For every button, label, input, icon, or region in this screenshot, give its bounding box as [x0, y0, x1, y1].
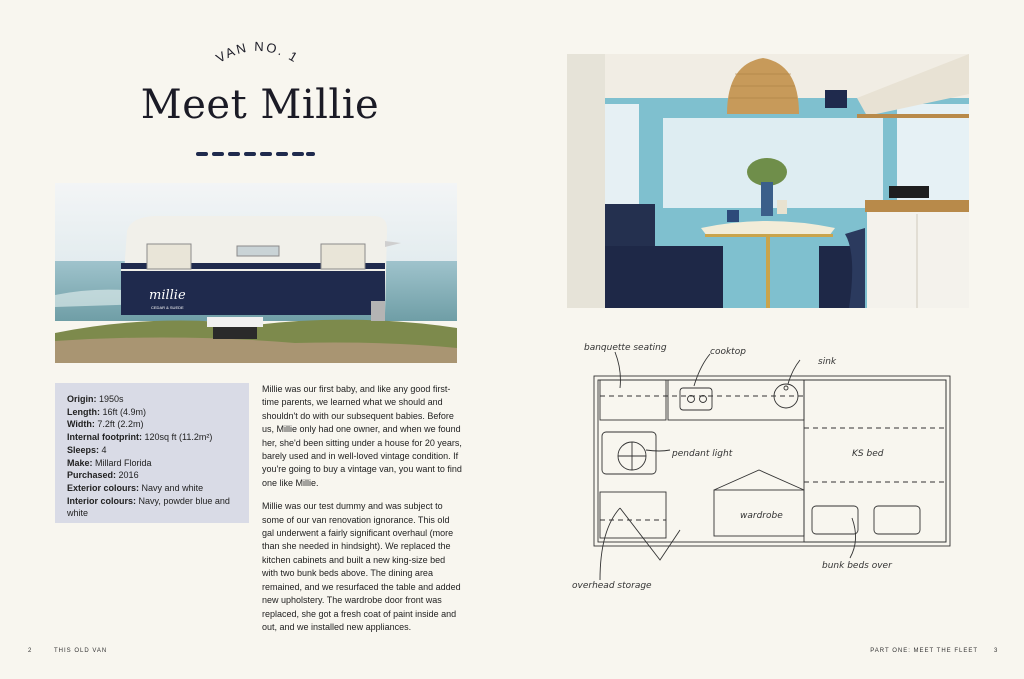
svg-text:VAN NO. 1 — [213, 39, 301, 66]
spec-row: Sleeps: 4 — [67, 444, 107, 455]
floor-plan-sketch — [560, 330, 980, 600]
page-title: Meet Millie — [140, 82, 380, 128]
right-page-number: 3 — [994, 648, 999, 654]
spec-box — [55, 383, 249, 523]
body-text — [262, 383, 462, 644]
kicker-text: VAN NO. 1 — [213, 38, 302, 66]
spec-row: Origin: 1950s — [67, 394, 124, 404]
plan-banquette-top — [600, 380, 666, 420]
plan-banquette-bottom — [600, 492, 666, 538]
spec-row: Interior colours: Navy, powder blue and white — [67, 495, 230, 519]
right-running-title: PART ONE: MEET THE FLEET — [870, 648, 978, 654]
label-bunk: bunk beds over — [822, 561, 892, 571]
decorative-dashes — [196, 150, 316, 158]
left-running-title: THIS OLD VAN — [54, 648, 108, 654]
spec-row: Purchased: 2016 — [67, 470, 139, 481]
spec-row: Length: 16ft (4.9m) — [67, 406, 147, 417]
plan-cooktop — [680, 388, 712, 410]
plan-bed — [804, 380, 946, 542]
millie-exterior-photo — [55, 183, 457, 363]
body-paragraph-2: Millie was our test dummy and was subject to some of our van renovation ignorance. This old gal underwent a fairly significant overhaul (more than she needed in hindsight). We replaced the kitchen cabinets and built a new king-size bed with two bunk beds above. The dining area remained, and we resurfaced the table and added new upholstery. The wardrobe door front was replaced, she got a fresh coat of paint inside and out, and we installed new appliances. — [262, 501, 461, 632]
label-banquette: banquette seating — [584, 343, 667, 353]
spec-row: Make: Millard Florida — [67, 457, 152, 468]
plan-table — [602, 432, 656, 474]
body-paragraph-1: Millie was our first baby, and like any good first-time parents, we learned what we should and shouldn't do with our subsequent babies. Before us, Millie only had one owner, and when we found her, she'd been sitting under a house for 20 years, barely used and in well-loved vintage condition. If you're going to buy a vintage van, you want to find one like Millie. — [262, 384, 462, 488]
spec-row: Width: 7.2ft (2.2m) — [67, 419, 144, 430]
spec-row: Internal footprint: 120sq ft (11.2m²) — [67, 432, 213, 443]
left-page-number: 2 — [28, 648, 33, 654]
plan-kitchen — [668, 380, 804, 420]
van-logo-sub: CEDAR & SUEDE — [151, 305, 184, 310]
label-pendant: pendant light — [672, 449, 733, 459]
van-logo: millie — [149, 288, 186, 303]
plan-bunk-left — [812, 506, 858, 534]
label-sink: sink — [818, 357, 837, 367]
plan-bunk-right — [874, 506, 920, 534]
plan-sink — [774, 384, 798, 408]
label-wardrobe: wardrobe — [740, 511, 783, 521]
van-number-kicker — [200, 36, 315, 76]
spec-row: Exterior colours: Navy and white — [67, 482, 204, 493]
label-ks-bed: KS bed — [852, 449, 884, 459]
label-cooktop: cooktop — [710, 347, 746, 357]
millie-interior-photo — [567, 54, 969, 308]
label-overhead: overhead storage — [572, 581, 652, 591]
